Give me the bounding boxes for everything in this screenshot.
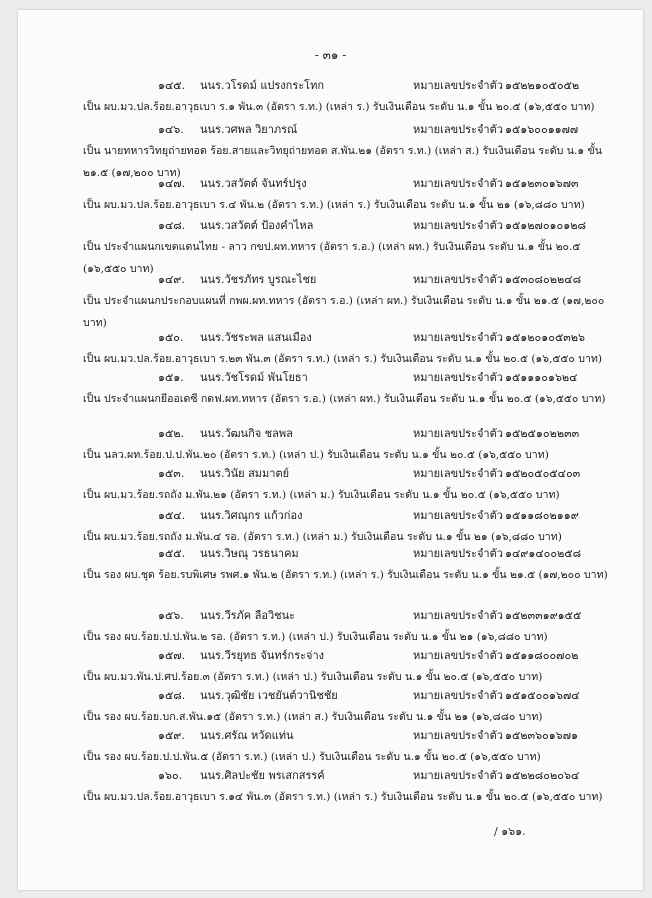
- entry-number: ๑๖๐.: [158, 769, 183, 782]
- list-item: [18, 422, 643, 466]
- entry-header: [18, 684, 643, 706]
- entry-number: ๑๕๘.: [158, 689, 186, 702]
- id-number: ๑๕๑๕๐๐๑๖๗๔: [505, 689, 580, 702]
- entry-header: [18, 268, 643, 290]
- list-item: [18, 462, 643, 506]
- list-item: [18, 764, 643, 808]
- id-label: หมายเลขประจำตัว: [413, 509, 503, 522]
- id-number: ๑๔๙๑๔๐๐๒๕๘: [505, 547, 582, 560]
- position-description: เป็น รอง ผบ.ร้อย.ป.ป.พัน.๕ (อัตรา ร.ท.) (เหล่า ป.) รับเงินเดือน ระดับ น.๑ ขั้น ๒๐.๕ (๑๖,๕๕๐ บาท): [83, 751, 541, 763]
- next-page-marker: / ๑๖๑.: [494, 825, 526, 838]
- id-label: หมายเลขประจำตัว: [413, 123, 503, 136]
- entry-number: ๑๔๘.: [158, 219, 186, 232]
- entry-header: [18, 644, 643, 666]
- person-name: นนร.ศรัณ หวัดแท่น: [200, 729, 294, 742]
- list-item: [18, 604, 643, 648]
- position-description: เป็น ประจำแผนกเขตแดนไทย - ลาว กขป.ผท.ทหาร (อัตรา ร.อ.) (เหล่า ผท.) รับเงินเดือน ระดับ น.๑ ขั้น ๒๐.๕ (๑๖,๕๕๐ บาท): [83, 241, 581, 275]
- person-name: นนร.วสวัตต์ จันทร์ปรุง: [200, 177, 307, 190]
- entry-header: [18, 542, 643, 564]
- person-name: นนร.วินัย สมมาตย์: [200, 467, 290, 480]
- entry-number: ๑๔๖.: [158, 123, 184, 136]
- position-description: เป็น รอง ผบ.ร้อย.บก.ส.พัน.๑๕ (อัตรา ร.ท.) (เหล่า ส.) รับเงินเดือน ระดับ น.๑ ขั้น ๒๑ (๑๖,๘๘๐ บาท): [83, 711, 543, 723]
- person-name: นนร.วัชรภัทร บูรณะไชย: [200, 273, 317, 286]
- entry-number: ๑๔๙.: [158, 273, 185, 286]
- person-name: นนร.วัชโรดม์ พันโยธา: [200, 371, 308, 384]
- id-number: ๑๕๒๓๓๑๙๑๕๕: [505, 609, 582, 622]
- id-label: หมายเลขประจำตัว: [413, 427, 503, 440]
- entry-number: ๑๕๗.: [158, 649, 186, 662]
- person-name: นนร.วัชระพล แสนเมือง: [200, 331, 312, 344]
- id-number: ๑๕๑๖๐๐๑๑๗๗: [505, 123, 579, 136]
- list-item: [18, 542, 643, 586]
- position-description: เป็น ผบ.มว.ปล.ร้อย.อาวุธเบา ร.๑๔ พัน.๓ (อัตรา ร.ท.) (เหล่า ร.) รับเงินเดือน ระดับ น.๑ ขั้น ๒๐.๕ (๑๖,๕๕๐ บาท): [83, 791, 603, 803]
- list-item: [18, 172, 643, 216]
- entry-number: ๑๔๗.: [158, 177, 186, 190]
- person-name: นนร.วสวัตต์ ป้องคำไหล: [200, 219, 314, 232]
- id-number: ๑๕๑๑๘๐๐๗๐๒: [505, 649, 579, 662]
- entry-number: ๑๕๓.: [158, 467, 185, 480]
- entry-header: [18, 326, 643, 348]
- id-number: ๑๕๑๑๑๐๑๖๒๔: [505, 371, 578, 384]
- list-item: [18, 74, 643, 118]
- person-name: นนร.ศิลปะชัย พรเสกสรรค์: [200, 769, 325, 782]
- entry-header: [18, 366, 643, 388]
- entry-header: [18, 118, 643, 140]
- id-label: หมายเลขประจำตัว: [413, 609, 503, 622]
- entry-number: ๑๕๖.: [158, 609, 184, 622]
- entry-number: ๑๔๕.: [158, 79, 186, 92]
- position-description: เป็น ผบ.มว.ร้อย.รถถัง ม.พัน.๔ รอ. (อัตรา ร.ท.) (เหล่า ม.) รับเงินเดือน ระดับ น.๑ ขั้น ๒๑ (๑๖,๘๘๐ บาท): [83, 531, 562, 543]
- entry-number: ๑๕๔.: [158, 509, 186, 522]
- position-description: เป็น รอง ผบ.ร้อย.ป.ป.พัน.๒ รอ. (อัตรา ร.ท.) (เหล่า ป.) รับเงินเดือน ระดับ น.๑ ขั้น ๒๑ (๑๖,๘๘๐ บาท): [83, 631, 548, 643]
- entry-header: [18, 604, 643, 626]
- entry-header: [18, 764, 643, 786]
- person-name: นนร.วิศณุกร แก้วก่อง: [200, 509, 303, 522]
- list-item: [18, 268, 643, 334]
- position-description: เป็น นายทหารวิทยุถ่ายทอด ร้อย.สายและวิทยุถ่ายทอด ส.พัน.๒๑ (อัตรา ร.ท.) (เหล่า ส.) รับเงินเดือน ระดับ น.๑ ขั้น ๒๑.๕ (๑๗,๒๐๐ บาท): [83, 145, 602, 179]
- id-label: หมายเลขประจำตัว: [413, 689, 503, 702]
- id-number: ๑๕๑๒๓๐๑๖๗๓: [505, 177, 579, 190]
- list-item: [18, 326, 643, 370]
- person-name: นนร.วโรดม์ แปรงกระโทก: [200, 79, 324, 92]
- entry-header: [18, 74, 643, 96]
- entry-header: [18, 724, 643, 746]
- person-name: นนร.วัฒนกิจ ชลพล: [200, 427, 293, 440]
- list-item: [18, 644, 643, 688]
- position-description: เป็น นลว.ผท.ร้อย.ป.ป.พัน.๒๐ (อัตรา ร.ท.) (เหล่า ป.) รับเงินเดือน ระดับ น.๑ ขั้น ๒๐.๕ (๑๖,๕๕๐ บาท): [83, 449, 549, 461]
- position-description: เป็น รอง ผบ.ชุด ร้อย.รบพิเศษ รพศ.๑ พัน.๒ (อัตรา ร.ท.) (เหล่า ร.) รับเงินเดือน ระดับ น.๑ ขั้น ๒๑.๕ (๑๗,๒๐๐ บาท): [83, 569, 608, 581]
- person-name: นนร.วีรภัค ลือวิชนะ: [200, 609, 296, 622]
- entry-header: [18, 172, 643, 194]
- position-description: เป็น ผบ.มว.ร้อย.รถถัง ม.พัน.๒๑ (อัตรา ร.ท.) (เหล่า ม.) รับเงินเดือน ระดับ น.๑ ขั้น ๒๐.๕ (๑๖,๕๕๐ บาท): [83, 489, 560, 501]
- id-number: ๑๕๒๓๖๐๑๖๗๑: [505, 729, 578, 742]
- person-name: นนร.วศพล วิยาภรณ์: [200, 123, 298, 136]
- id-label: หมายเลขประจำตัว: [413, 467, 503, 480]
- entry-header: [18, 422, 643, 444]
- entry-number: ๑๕๕.: [158, 547, 186, 560]
- id-label: หมายเลขประจำตัว: [413, 769, 503, 782]
- id-number: ๑๕๒๐๕๐๕๔๐๓: [505, 467, 581, 480]
- list-item: [18, 684, 643, 728]
- id-label: หมายเลขประจำตัว: [413, 371, 503, 384]
- entry-number: ๑๕๑.: [158, 371, 184, 384]
- person-name: นนร.วิษณุ วรธนาคม: [200, 547, 299, 560]
- id-label: หมายเลขประจำตัว: [413, 273, 503, 286]
- list-item: [18, 724, 643, 768]
- page-number: - ๓๑ -: [314, 48, 347, 62]
- id-number: ๑๕๒๕๑๐๒๒๓๓: [505, 427, 580, 440]
- entry-header: [18, 462, 643, 484]
- id-label: หมายเลขประจำตัว: [413, 547, 503, 560]
- id-label: หมายเลขประจำตัว: [413, 177, 503, 190]
- id-number: ๑๕๓๐๘๐๒๒๔๘: [505, 273, 582, 286]
- document-page: [18, 10, 643, 890]
- entry-number: ๑๕๐.: [158, 331, 184, 344]
- entry-number: ๑๕๙.: [158, 729, 185, 742]
- id-number: ๑๕๑๒๐๑๐๕๓๒๖: [505, 331, 586, 344]
- person-name: นนร.วีรยุทธ จันทร์กระจ่าง: [200, 649, 325, 662]
- id-label: หมายเลขประจำตัว: [413, 219, 503, 232]
- entry-header: [18, 214, 643, 236]
- id-number: ๑๕๒๒๑๐๕๐๕๒: [505, 79, 580, 92]
- id-label: หมายเลขประจำตัว: [413, 649, 503, 662]
- position-description: เป็น ผบ.มว.ปล.ร้อย.อาวุธเบา ร.๑ พัน.๓ (อัตรา ร.ท.) (เหล่า ร.) รับเงินเดือน ระดับ น.๑ ขั้น ๒๐.๕ (๑๖,๕๕๐ บาท): [83, 101, 595, 113]
- id-number: ๑๕๒๒๘๐๒๐๖๔: [505, 769, 580, 782]
- position-description: เป็น ประจำแผนกประกอบแผนที่ กพผ.ผท.ทหาร (อัตรา ร.อ.) (เหล่า ผท.) รับเงินเดือน ระดับ น.๑ ขั้น ๒๑.๕ (๑๗,๒๐๐ บาท): [83, 295, 605, 329]
- position-description: เป็น ประจำแผนกยีออเดซี กดฟ.ผท.ทหาร (อัตรา ร.อ.) (เหล่า ผท.) รับเงินเดือน ระดับ น.๑ ขั้น ๒๐.๕ (๑๖,๕๕๐ บาท): [83, 393, 606, 405]
- id-number: ๑๕๑๒๗๐๑๐๑๒๘: [505, 219, 586, 232]
- position-description: เป็น ผบ.มว.พัน.ป.ศป.ร้อย.๓ (อัตรา ร.ท.) (เหล่า ป.) รับเงินเดือน ระดับ น.๑ ขั้น ๒๐.๕ (๑๖,๕๕๐ บาท): [83, 671, 543, 683]
- id-label: หมายเลขประจำตัว: [413, 331, 503, 344]
- id-label: หมายเลขประจำตัว: [413, 729, 503, 742]
- entry-header: [18, 504, 643, 526]
- position-description: เป็น ผบ.มว.ปล.ร้อย.อาวุธเบา ร.๔ พัน.๒ (อัตรา ร.ท.) (เหล่า ร.) รับเงินเดือน ระดับ น.๑ ขั้น ๒๑ (๑๖,๘๘๐ บาท): [83, 199, 585, 211]
- id-label: หมายเลขประจำตัว: [413, 79, 503, 92]
- position-description: เป็น ผบ.มว.ปล.ร้อย.อาวุธเบา ร.๒๓ พัน.๓ (อัตรา ร.ท.) (เหล่า ร.) รับเงินเดือน ระดับ น.๑ ขั้น ๒๐.๕ (๑๖,๕๕๐ บาท): [83, 353, 603, 365]
- id-number: ๑๕๑๑๘๐๒๑๑๙: [505, 509, 579, 522]
- person-name: นนร.วุฒิชัย เวชยันต์วานิชชัย: [200, 689, 338, 702]
- list-item: [18, 366, 643, 410]
- entry-number: ๑๕๒.: [158, 427, 185, 440]
